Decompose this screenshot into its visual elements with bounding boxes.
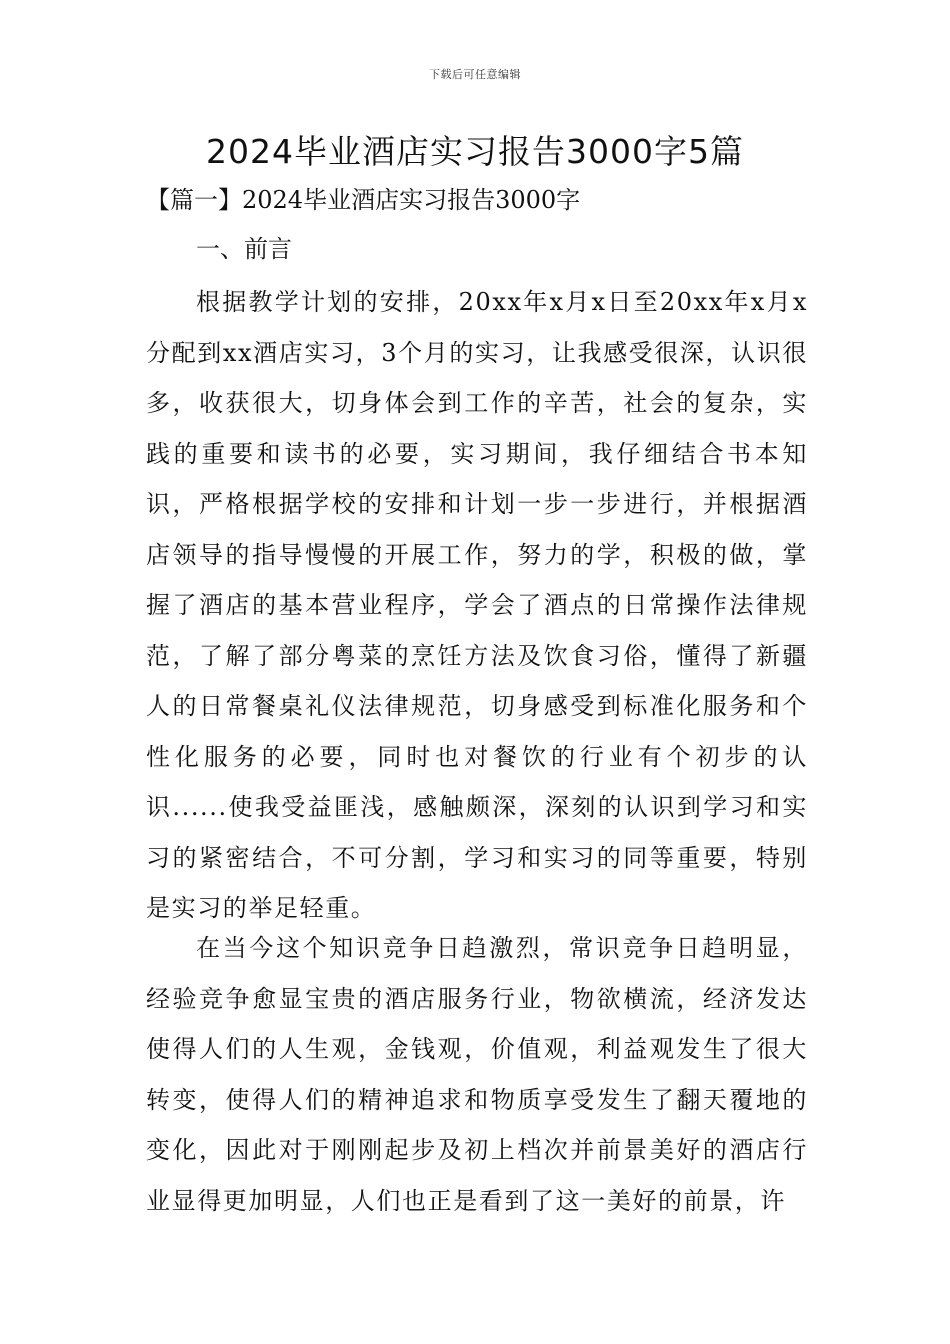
subheading-preface: 一、前言	[196, 235, 292, 263]
section-heading: 【篇一】2024毕业酒店实习报告3000字	[146, 186, 581, 214]
header-note: 下载后可任意编辑	[429, 68, 521, 81]
body-paragraph: 根据教学计划的安排，20xx年x月x日至20xx年x月x分配到xx酒店实习，3个月的实习，让我感受很深，认识很多，收获很大，切身体会到工作的辛苦，社会的复杂，实践的重要和读书的必要，实习期间，我仔细结合书本知识，严格根据学校的安排和计划一步一步进行，并根据酒店领导的指导慢慢的开展工作，努力的学，积极的做，掌握了酒店的基本营业程序，学会了酒点的日常操作法律规范，了解了部分粤菜的烹饪方法及饮食习俗，懂得了新疆人的日常餐桌礼仪法律规范，切身感受到标准化服务和个性化服务的必要，同时也对餐饮的行业有个初步的认识......使我受益匪浅，感触颇深，深刻的认识到学习和实习的紧密结合，不可分割，学习和实习的同等重要，特别是实习的举足轻重。	[146, 288, 808, 922]
body-paragraph: 在当今这个知识竞争日趋激烈，常识竞争日趋明显，经验竞争愈显宝贵的酒店服务行业，物欲横流，经济发达使得人们的人生观，金钱观，价值观，利益观发生了很大转变，使得人们的精神追求和物质享受发生了翻天覆地的变化，因此对于刚刚起步及初上档次并前景美好的酒店行业显得更加明显，人们也正是看到了这一美好的前景，许	[146, 934, 808, 1215]
document-title: 2024毕业酒店实习报告3000字5篇	[206, 132, 744, 171]
